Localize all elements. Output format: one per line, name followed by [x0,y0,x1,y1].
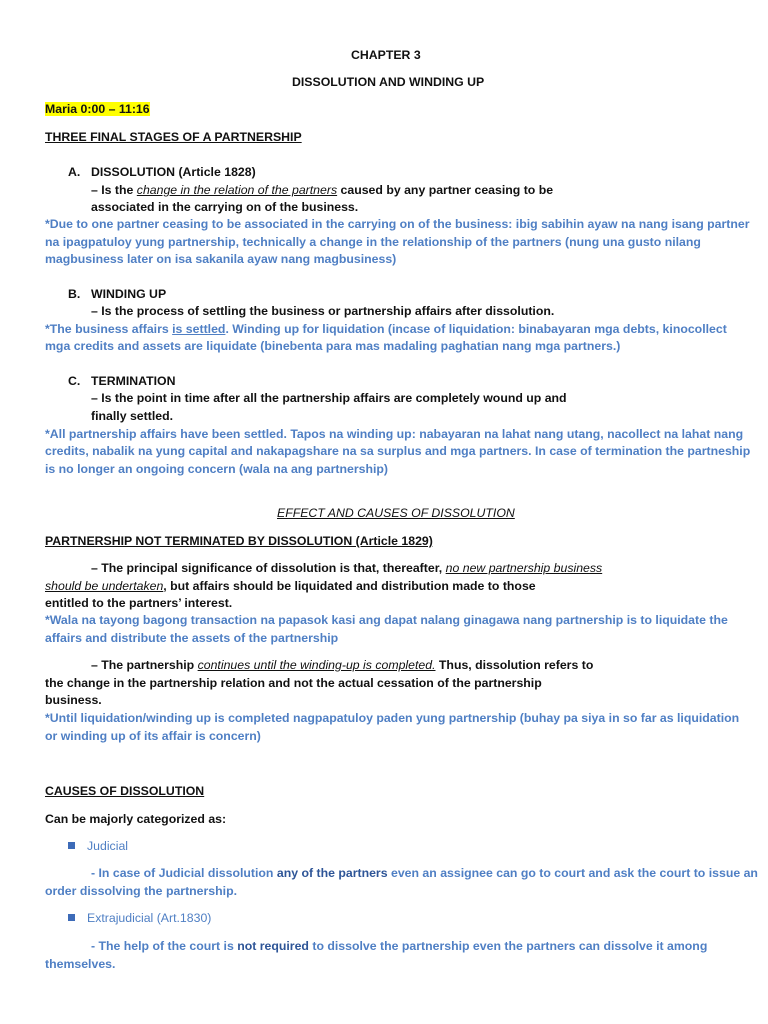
emphasis-text: not required [237,939,309,953]
emphasis-text: should be undertaken [45,579,164,593]
stage-c-note-3: is no longer an ongoing concern (wala na ang partnership) [45,462,388,476]
effects-p2-note-1: *Until liquidation/winding up is completed nagpapatuloy paden yung partnership (buhay pa siya in so far as liquidation [45,711,740,725]
causes-heading: CAUSES OF DISSOLUTION [45,784,205,798]
section-heading: THREE FINAL STAGES OF A PARTNERSHIP [45,130,302,144]
stage-b-title: WINDING UP [91,287,167,301]
effects-p1-line3: entitled to the partners’ interest. [45,596,233,610]
stage-c-letter: C. [68,374,81,388]
emphasis-text: no new partnership business [445,561,603,575]
stage-a-note-1: *Due to one partner ceasing to be associated in the carrying on of the business: ibig sabihin ayaw na nang isang partner [45,217,750,231]
extrajudicial-line1: - The help of the court is not required to dissolve the partnership even the partners can dissolve it among [91,939,708,953]
stage-a-letter: A. [68,165,81,179]
emphasis-text: is settled [172,322,226,336]
stage-a-definition: – Is the change in the relation of the partners caused by any partner ceasing to be [91,183,554,197]
extrajudicial-line2: themselves. [45,957,116,971]
emphasis-text: change in the relation of the partners [136,183,338,197]
emphasis-text: any of the partners [276,866,388,880]
effects-p1-line1: – The principal significance of dissolution is that, thereafter, no new partnership business [91,561,603,575]
causes-intro: Can be majorly categorized as: [45,812,227,826]
stage-c-definition-line2: finally settled. [91,409,174,423]
stage-b-note-1: *The business affairs is settled. Winding up for liquidation (incase of liquidation: binabayaran mga debts, kinocollect [45,322,727,336]
effects-p1-line2: should be undertaken, but affairs should be liquidated and distribution made to those [45,579,536,593]
effects-p2-note-2: or winding up of its affair is concern) [45,729,261,743]
stage-b-letter: B. [68,287,81,301]
speaker-timestamp [45,101,150,119]
stage-b-note-2: mga credits and assets are liquidate (binebenta para mas madaling paghatian nang mga partners.) [45,339,621,353]
effects-p2-line3: business. [45,693,102,707]
judicial-label: Judicial [87,839,129,853]
square-bullet-icon [68,842,75,849]
stage-c-definition: – Is the point in time after all the partnership affairs are completely wound up and [91,391,567,405]
stage-a-note-2: na ipagpatuloy yung partnership, technically a change in the relationship of the partners (nung una gusto nilang [45,235,701,249]
judicial-line1: - In case of Judicial dissolution any of the partners even an assignee can go to court and ask the court to issue an [91,866,758,880]
chapter-label: CHAPTER 3 [351,48,421,62]
stage-a-note-3: magbusiness later on isa sakanila ayaw nang magbusiness) [45,252,397,266]
square-bullet-icon [68,914,75,921]
extrajudicial-label: Extrajudicial (Art.1830) [87,911,212,925]
effects-p1-note-2: affairs and distribute the assets of the partnership [45,631,339,645]
chapter-title: DISSOLUTION AND WINDING UP [292,75,485,89]
stage-c-title: TERMINATION [91,374,176,388]
effects-p2-line2: the change in the partnership relation and not the actual cessation of the partnership [45,676,542,690]
extrajudicial-item [68,910,211,928]
stage-b-definition: – Is the process of settling the business or partnership affairs after dissolution. [91,304,555,318]
effects-heading: EFFECT AND CAUSES OF DISSOLUTION [277,506,515,520]
effects-p2-line1: – The partnership continues until the winding-up is completed. Thus, dissolution refers to [91,658,594,672]
judicial-line2: order dissolving the partnership. [45,884,238,898]
stage-a-title: DISSOLUTION (Article 1828) [91,165,256,179]
highlighted-text: Maria 0:00 – 11:16 [45,102,150,116]
effects-p1-note-1: *Wala na tayong bagong transaction na papasok kasi ang dapat nalang ginagawa nang partnership is to liquidate the [45,613,728,627]
judicial-item [68,838,128,856]
stage-a-definition-line2: associated in the carrying on of the business. [91,200,359,214]
stage-c-note-2: credits, nabalik na yung capital and nakapagshare na sa surplus and mga partners. In case of termination the partneship [45,444,751,458]
effects-subheading: PARTNERSHIP NOT TERMINATED BY DISSOLUTION (Article 1829) [45,534,433,548]
emphasis-text: continues until the winding-up is completed. [197,658,436,672]
stage-c-note-1: *All partnership affairs have been settled. Tapos na winding up: nabayaran na lahat nang utang, nacollect na lahat nang [45,427,744,441]
